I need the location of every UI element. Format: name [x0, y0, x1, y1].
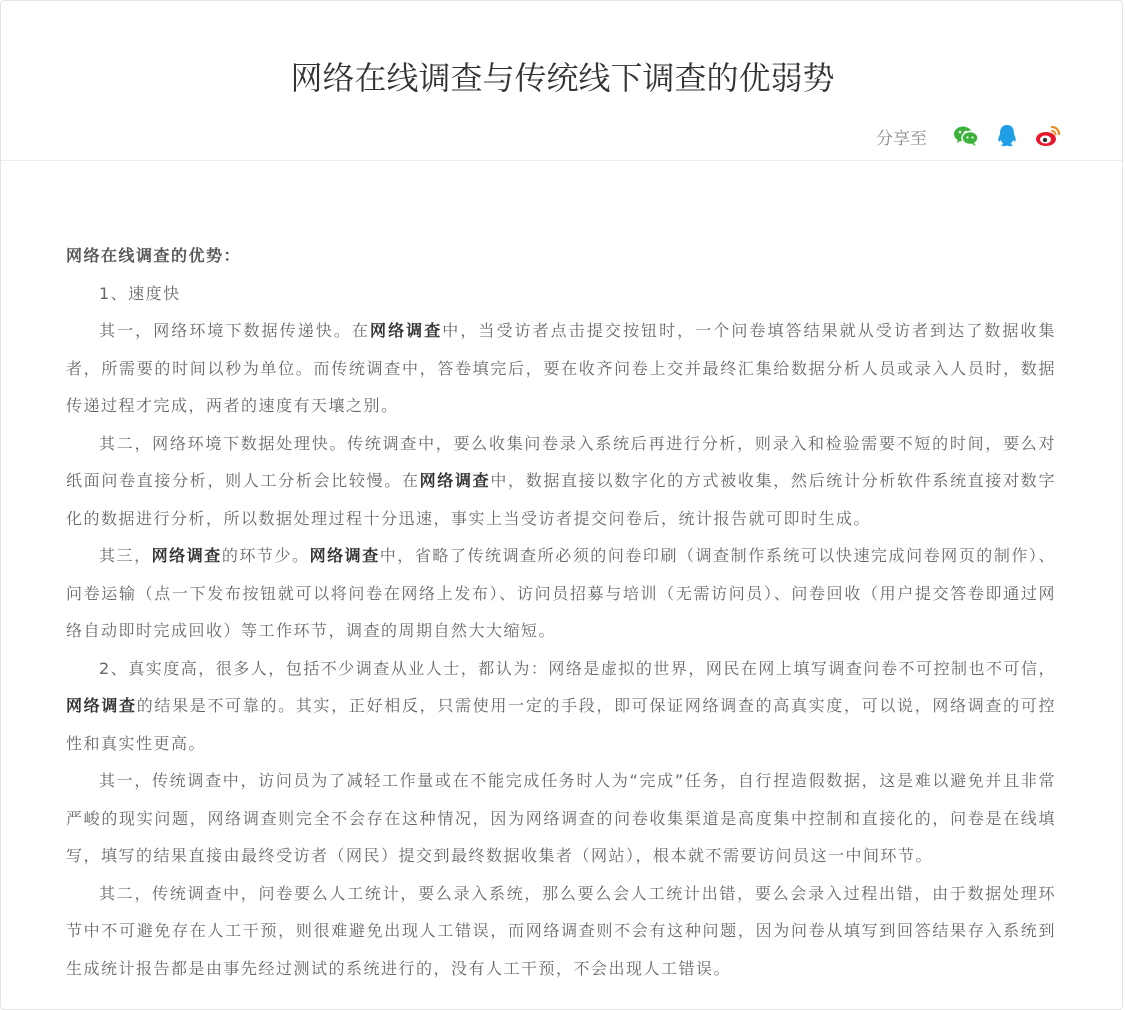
- text-run: 其一，网络环境下数据传递快。在: [99, 321, 370, 340]
- keyword-link[interactable]: 网络调查: [419, 471, 491, 490]
- share-label: 分享至: [876, 128, 927, 149]
- keyword-link[interactable]: 网络调查: [370, 321, 443, 340]
- paragraph-3: [66, 537, 1056, 650]
- qq-icon[interactable]: [993, 122, 1021, 150]
- paragraph-2: [66, 425, 1056, 538]
- keyword-link[interactable]: 网络调查: [66, 696, 137, 715]
- article-title: 网络在线调查与传统线下调查的优弱势: [290, 59, 835, 97]
- article-header: [1, 1, 1124, 161]
- article-body: [66, 237, 1056, 987]
- list-item-speed: 1、速度快: [99, 283, 181, 303]
- paragraph-5: 其一，传统调查中，访问员为了减轻工作量或在不能完成任务时人为“完成”任务，自行捏造假数据，这是难以避免并且非常严峻的现实问题，网络调查则完全不会存在这种情况，因为网络调查的问卷收集渠道是高度集中控制和直接化的，问卷是在线填写，填写的结果直接由最终受访者（网民）提交到最终数据收集者（网站），根本就不需要访问员这一中间环节。: [66, 771, 1056, 865]
- paragraph-1: [66, 312, 1056, 425]
- keyword-link[interactable]: 网络调查: [151, 546, 222, 565]
- share-bar: [876, 121, 1062, 151]
- wechat-icon[interactable]: [952, 122, 980, 150]
- paragraph-6: 其二，传统调查中，问卷要么人工统计，要么录入系统，那么要么会人工统计出错，要么会录入过程出错，由于数据处理环节中不可避免存在人工干预，则很难避免出现人工错误，而网络调查则不会有这种问题，因为问卷从填写到回答结果存入系统到生成统计报告都是由事先经过测试的系统进行的，没有人工干预，不会出现人工错误。: [66, 883, 1056, 978]
- text-run: 2、真实度高，很多人，包括不少调查从业人士，都认为：网络是虚拟的世界，网民在网上填写调查问卷不可控制也不可信，: [99, 658, 1056, 678]
- weibo-icon[interactable]: [1034, 122, 1062, 150]
- text-run: 的环节少。: [221, 546, 310, 565]
- text-run: 中，当受访者点击提交按钮时，一个问卷填答结果就从受访者到达了数据收集者，所需要的时间以秒为单位。而传统调查中，答卷填完后，要在收齐问卷上交并最终汇集给数据分析人员或录入人员时，数据传递过程才完成，两者的速度有天壤之别。: [66, 321, 1056, 415]
- paragraph-4: [66, 650, 1056, 763]
- text-run: 其三，: [99, 546, 152, 565]
- keyword-link[interactable]: 网络调查: [309, 546, 380, 565]
- text-run: 其二，网络环境下数据处理快。传统调查中，要么收集问卷录入系统后再进行分析，则录入和检验需要不短的时间，要么对纸面问卷直接分析，则人工分析会比较慢。在: [66, 433, 1056, 490]
- text-run: 的结果是不可靠的。其实，正好相反，只需使用一定的手段，即可保证网络调查的高真实度，可以说，网络调查的可控性和真实性更高。: [66, 696, 1056, 753]
- section-heading: 网络在线调查的优势：: [66, 246, 242, 265]
- text-run: 中，数据直接以数字化的方式被收集，然后统计分析软件系统直接对数字化的数据进行分析，所以数据处理过程十分迅速，事实上当受访者提交问卷后，统计报告就可即时生成。: [66, 471, 1056, 528]
- text-run: 中，省略了传统调查所必须的问卷印刷（调查制作系统可以快速完成问卷网页的制作）、问卷运输（点一下发布按钮就可以将问卷在网络上发布）、访问员招募与培训（无需访问员）、问卷回收（用户提交答卷即通过网络自动即时完成回收）等工作环节，调查的周期自然大大缩短。: [66, 546, 1056, 640]
